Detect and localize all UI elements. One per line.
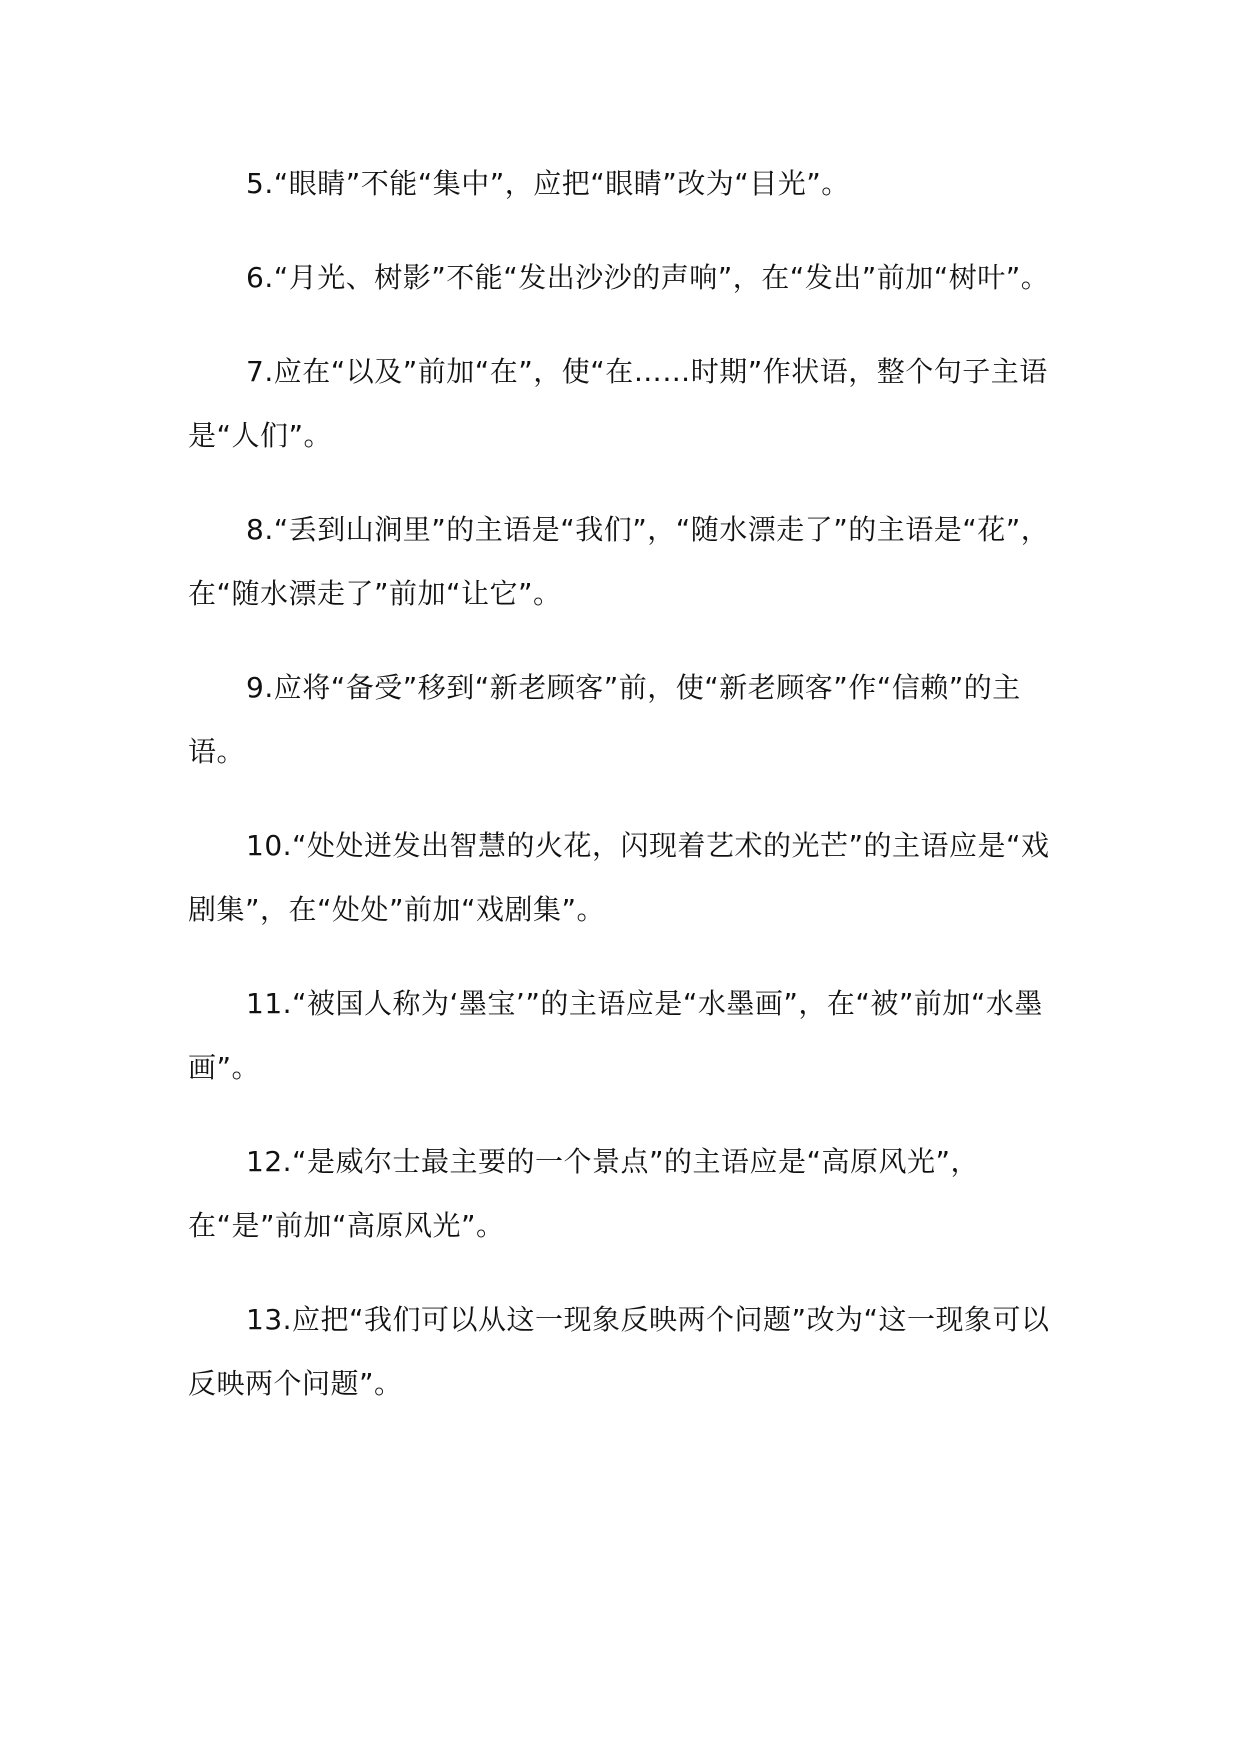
- answer-list: [188, 152, 1050, 1416]
- answer-item-7: 7.应在“以及”前加“在”，使“在……时期”作状语，整个句子主语是“人们”。: [188, 355, 1048, 452]
- answer-item-13: 13.应把“我们可以从这一现象反映两个问题”改为“这一现象可以反映两个问题”。: [188, 1303, 1050, 1400]
- answer-item-8: 8.“丢到山涧里”的主语是“我们”，“随水漂走了”的主语是“花”，在“随水漂走了”前加“让它”。: [188, 513, 1050, 610]
- answer-item-9: 9.应将“备受”移到“新老顾客”前，使“新老顾客”作“信赖”的主语。: [188, 671, 1021, 768]
- answer-item-12: 12.“是威尔士最主要的一个景点”的主语应是“高原风光”，在“是”前加“高原风光”。: [188, 1145, 980, 1242]
- answer-item-11: 11.“被国人称为‘墨宝’”的主语应是“水墨画”，在“被”前加“水墨画”。: [188, 987, 1043, 1084]
- answer-item-5: 5.“眼睛”不能“集中”，应把“眼睛”改为“目光”。: [246, 167, 850, 200]
- answer-item-6: 6.“月光、树影”不能“发出沙沙的声响”，在“发出”前加“树叶”。: [246, 261, 1050, 294]
- answer-item-10: 10.“处处迸发出智慧的火花，闪现着艺术的光芒”的主语应是“戏剧集”，在“处处”前加“戏剧集”。: [188, 829, 1050, 926]
